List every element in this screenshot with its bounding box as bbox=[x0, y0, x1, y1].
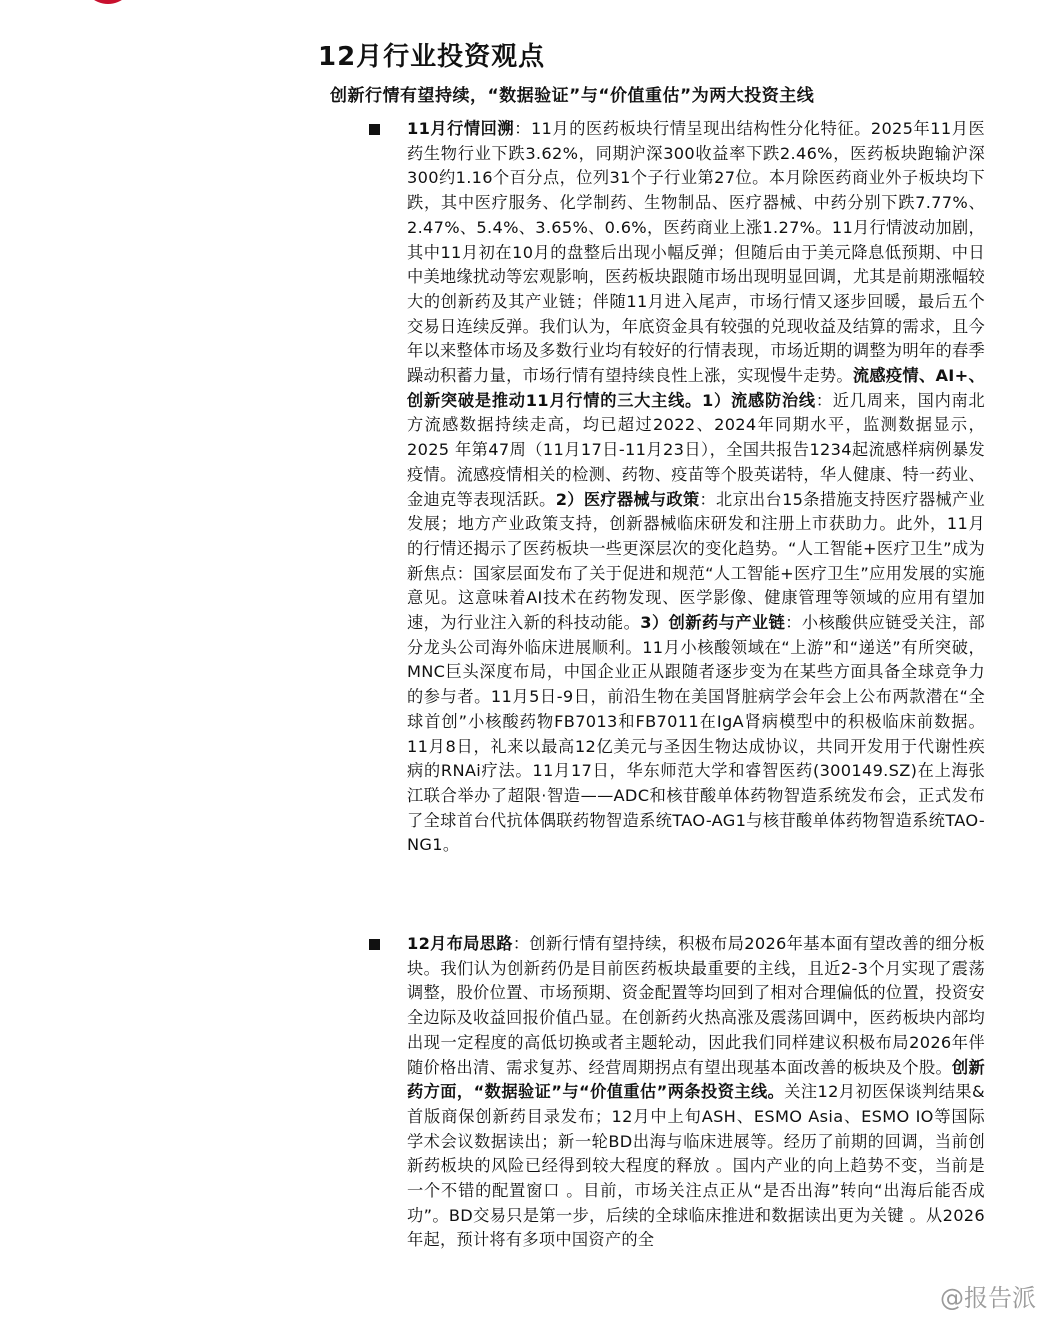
highlight-text: 创新药方面，“数据验证”与“价值重估”两条投资主线。 bbox=[407, 1057, 985, 1102]
body-text: ：11月的医药板块行情呈现出结构性分化特征。2025年11月医药生物行业下跌3.62%，同期沪深300收益率下跌2.46%，医药板块跑输沪深300约1.16个百分点，位列31个子行业第27位。本月除医药商业外子板块均下跌，其中医疗服务、化学制药、生物制品、医疗器械、中药分别下跌7.77%、2.47%、5.4%、3.65%、0.6%，医药商业上涨1.27%。11月行情波动加剧，其中11月初在10月的盘整后出现小幅反弹；但随后由于美元降息低预期、中日中美地缘扰动等宏观影响，医药板块跟随市场出现明显回调，尤其是前期涨幅较大的创新药及其产业链；伴随11月进入尾声，市场行情又逐步回暖，最后五个交易日连续反弹。我们认为，年底资金具有较强的兑现收益及结算的需求，且今年以来整体市场及多数行业均有较好的行情表现，市场近期的调整为明年的春季躁动积蓄力量，市场行情有望持续良性上涨，实现慢牛走势。 bbox=[407, 119, 985, 386]
bullet-square-icon bbox=[369, 939, 380, 950]
brand-logo-fragment bbox=[82, 0, 134, 4]
page-subtitle: 创新行情有望持续，“数据验证”与“价值重估”为两大投资主线 bbox=[330, 86, 815, 106]
highlight-text: 流感疫情、AI+、创新突破是推动11月行情的三大主线。1）流感防治线 bbox=[407, 366, 985, 410]
page-title: 12月行业投资观点 bbox=[318, 42, 546, 72]
section-december-strategy bbox=[407, 932, 985, 1253]
body-text: ：近几周来，国内南北方流感数据持续走高，均已超过2022、2024年同期水平，监测数据显示，2025 年第47周（11月17日-11月23日），全国共报告1234起流感样病例暴发疫情。流感疫情相关的检测、药物、疫苗等个股英诺特，华人健康、特一药业、金迪克等表现活跃。 bbox=[407, 390, 986, 509]
body-text: ：北京出台15条措施支持医疗器械产业发展；地方产业政策支持，创新器械临床研发和注册上市获助力。此外，11月的行情还揭示了医药板块一些更深层次的变化趋势。“人工智能+医疗卫生”成为新焦点：国家层面发布了关于促进和规范“人工智能+医疗卫生”应用发展的实施意见。这意味着AI技术在药物发现、医学影像、健康管理等领域的应用有望加速，为行业注入新的科技动能。 bbox=[407, 489, 986, 633]
section-market-review bbox=[407, 117, 985, 858]
highlight-text: 2）医疗器械与政策 bbox=[555, 489, 700, 509]
highlight-text: 3）创新药与产业链 bbox=[640, 613, 786, 633]
section-heading: 11月行情回溯 bbox=[407, 119, 515, 138]
body-text: ：小核酸供应链受关注，部分龙头公司海外临床进展顺利。11月小核酸领域在“上游”和“递送”有所突破，MNC巨头深度布局，中国企业正从跟随者逐步变为在某些方面具备全球竞争力的参与者。11月5日-9日，前沿生物在美国肾脏病学会年会上公布两款潜在“全球首创”小核酸药物FB7013和FB7011在IgA肾病模型中的积极临床前数据。11月8日，礼来以最高12亿美元与圣因生物达成协议，共同开发用于代谢性疾病的RNAi疗法。11月17日，华东师范大学和睿智医药(300149.SZ)在上海张江联合举办了超限·智造——ADC和核苷酸单体药物智造系统发布会，正式发布了全球首台代抗体偶联药物智造系统TAO-AG1与核苷酸单体药物智造系统TAO-NG1。 bbox=[407, 613, 985, 855]
watermark: @报告派 bbox=[940, 1284, 1036, 1312]
body-text: ：创新行情有望持续，积极布局2026年基本面有望改善的细分板块。我们认为创新药仍是目前医药板块最重要的主线，且近2-3个月实现了震荡调整，股价位置、市场预期、资金配置等均回到了相对合理偏低的位置，投资安全边际及收益回报价值凸显。在创新药火热高涨及震荡回调中，医药板块内部均出现一定程度的高低切换或者主题轮动，因此我们同样建议积极布局2026年伴随价格出清、需求复苏、经营周期拐点有望出现基本面改善的板块及个股。 bbox=[407, 934, 985, 1077]
section-heading: 12月布局思路 bbox=[407, 934, 513, 953]
bullet-square-icon bbox=[369, 124, 380, 135]
body-text: 关注12月初医保谈判结果&首版商保创新药目录发布；12月中上旬ASH、ESMO Asia、ESMO IO等国际学术会议数据读出；新一轮BD出海与临床进展等。经历了前期的回调，当前创新药板块的风险已经得到较大程度的释放 。国内产业的向上趋势不变，当前是一个不错的配置窗口 。目前，市场关注点正从“是否出海”转向“出海后能否成功”。BD交易只是第一步，后续的全球临床推进和数据读出更为关键 。从2026年起，预计将有多项中国资产的全 bbox=[407, 1082, 985, 1250]
